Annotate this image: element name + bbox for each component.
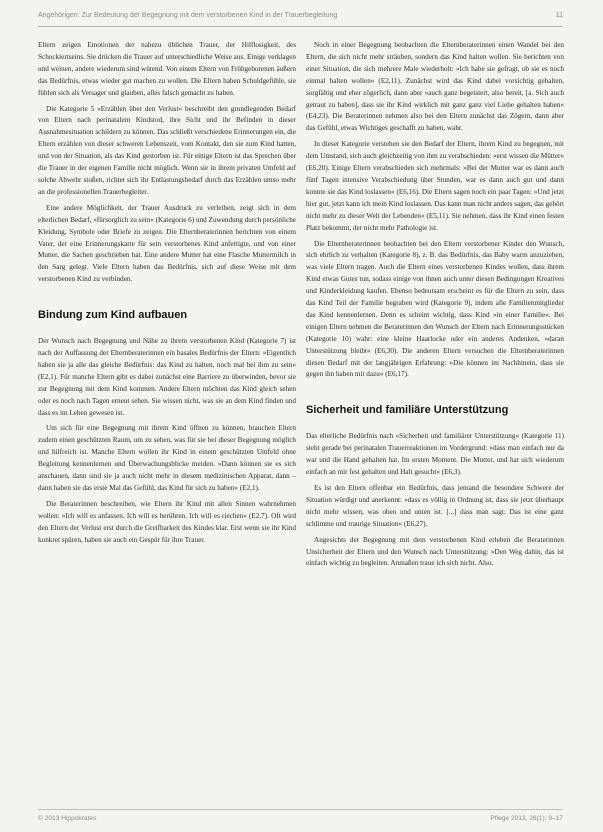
body-paragraph: Noch in einer Begegnung beobachten die Elternberaterinnen einen Wandel bei den Eltern, die sich nicht mehr sträuben, sondern das Kind halten wollen. Sie berichten von einer Situation, die sich mehrere Male wiederholt: »Ich habe sie gefragt, ob sie es noch einmal halten wollen« (E2,11). Zunächst wird das Kind dabei vorsichtig gehalten, sorgfältig und eher zögerlich, dann aber »auch ganz begeistert, also bereit, [a. Sich auch getraut zu haben], dass sie ihr Kind wirklich mit ganz ganz viel Liebe gehalten haben« (E4,23). Die Beraterinnen nehmen also bei den Eltern zunächst das Zögern, dann aber das Gefühl, etwas Wichtiges geschafft zu haben, wahr. bbox=[306, 41, 564, 133]
body-paragraph: Die Beraterinnen beschreiben, wie Eltern ihr Kind mit allen Sinnen wahrnehmen wollen: »Ich will es anfassen. Ich will es berühren. Ich will es riechen« (E2,7). Oft wird den Eltern der Verlust erst durch die Greifbarkeit des Kindes klar. Erst wenn sie ihr Kind konkret spüren, haben sie auch ein Gespür für ihre Trauer. bbox=[38, 499, 296, 544]
body-paragraph: Eine andere Möglichkeit, der Trauer Ausdruck zu verleihen, zeigt sich in dem elterlichen Bedarf, »fürsorglich zu sein« (Kategorie 6) und Zuwendung durch persönliche Kleidung, Symbole oder Briefe zu zeigen. Die Elternberaterinnen berichten von einem Vater, der eine Erinnerungskarte für sein verstorbenes Kind anfertigte, und von einer Mutter, die Sachen geschrieben hat. Eine andere Mutter hat eine Flasche Muttermilch in den Sarg gelegt. Viele Eltern haben das Bedürfnis, sich auf diese Weise mit dem verstorbenen Kind zu verbinden. bbox=[38, 203, 296, 284]
body-paragraph: Die Kategorie 5 »Erzählen über den Verlust« beschreibt den grundlegenden Bedarf von Eltern nach perinatalem Kindstod, ihre Sicht und ihr Befinden in dieser Ausnahmesituation schildern zu können. Das schließt verschiedene Erinnerungen ein, die Eltern erzählen von dieser schweren Lebenszeit, vom Kontakt, den sie zum Kind hatten, und von der Situation, als das Kind gestorben ist. Für einige Eltern ist das Sprechen über die Trauer in der eigenen Familie nicht möglich. Wenn sie in ihrem privaten Umfeld auf solche Abwehr stoßen, richtet sich ihr Entlastungsbedarf durch das Erzählen umso mehr an die professionellen Trauerbegleiter. bbox=[38, 104, 296, 196]
body-paragraph: Es ist den Eltern offenbar ein Bedürfnis, dass jemand die besondere Schwere der Situation würdigt und anerkennt: »dass es völlig in Ordnung ist, dass sie jetzt überhaupt nicht mehr wissen, was oben und unten ist. [...] dass man sagt: Das ist eine ganz schlimme und traurige Situation« (E6,27). bbox=[306, 484, 564, 528]
footer-citation: Pflege 2013, 26(1): 9–17 bbox=[490, 814, 563, 822]
left-column bbox=[38, 40, 296, 547]
body-paragraph: Angesichts der Begegnung mit dem verstorbenen Kind erleben die Beraterinnen Unsicherheit der Eltern und den Wunsch nach Unterstützung: »Den Weg dahin, das ist einfach wichtig zu begleiten. Anmaßen traue ich sich nicht. Also, bbox=[306, 535, 564, 568]
running-header bbox=[38, 8, 563, 22]
body-paragraph: Die Elternberaterinnen beobachten bei den Eltern verstorbener Kinder den Wunsch, sich ehrlich zu verhalten (Kategorie 8), z. B. das Bedürfnis, das Baby warm anzuziehen, was viele Eltern tragen. Auch die Eltern eines verstorbenen Kindes wollen, dass ihrem Kind etwas Gutes tun, sodass einige von ihnen auch unter diesen Bedingungen Kreatives und Kinderkleidung kaufen. Ebenso bedeutsam erscheint es für die Eltern zu sein, dass das Kind Teil der Familie begraben wird (Kategorie 9), indem alle Familienmitglieder das Kind kennenlernen. Denn es scheint wichtig, dass Kind »in einer Familie«. Bei einigen Eltern nehmen die Beraterinnen den Wunsch der Eltern nach Erinnerungsstücken (Kategorie 10) wahr: eine kleine Haarlocke oder ein anderes Andenken, »daran Unterstützung bleibt« (E6,30). Die anderen Eltern versuchen die Elternberaterinnen diesen Bedarf mit der langjährigen Erfahrung: »Die können im Nachhinein, dass sie gegen ihn haben mit dazu« (E6,17). bbox=[306, 239, 564, 379]
header-rule bbox=[38, 26, 563, 27]
footer bbox=[38, 812, 563, 824]
page-number: 11 bbox=[555, 11, 563, 19]
body-paragraph: Das elterliche Bedürfnis nach »Sicherheit und familiärer Unterstützung« (Kategorie 11) steht gerade bei perinatalen Trauerreaktionen im Vordergrund: »dass man einfach nur da war und die Hand gehalten hat. Im ersten Moment. Die Mutter, und hat sich wiederum einfach an mir fest gehalten und Halt gesucht« (E6,3). bbox=[306, 432, 564, 477]
body-paragraph: Der Wunsch nach Begegnung und Nähe zu ihrem verstorbenen Kind (Kategorie 7) ist nach der Auffassung der Elternberaterinnen ein basales Bedürfnis der Eltern: »Eigentlich haben sie ja alle das gleiche Bedürfnis: das Kind zu halten, noch mal bei ihm zu sein« (E2,1). Für manche Eltern gibt es dabei zunächst eine Barriere zu überwinden, bevor sie zur Begegnung mit dem Kind kommen. Andere Eltern möchten das Kind gleich sehen oder es noch nach Tagen erneut sehen. Sie wissen nicht, was sie an dem Kind finden und dass es im Leben gewesen ist. bbox=[38, 337, 296, 417]
right-column bbox=[306, 40, 564, 570]
footer-copyright: © 2013 Hippokrates bbox=[38, 814, 97, 822]
body-paragraph: In dieser Kategorie verstehen sie den Bedarf der Eltern, ihrem Kind zu begegnen, mit dem Umstand, sich auch gleichzeitig von ihm zu verabschieden: »erst wissen die Mütter« (E6,20). Einige Eltern verabschieden sich mehrmals: »Bei der Mutter war es dann auch fünf Tagen intensive Verabschiedung über Stunden, war es dann auch gut und dann konnte sie das Kind loslassen« (E6,16). Die Eltern sagen noch ein paar Tagen: »Und jetzt hier gut, jetzt kann ich mein Kind loslassen. Das kann man nicht anders sagen, das gehört nicht mehr zu dieser Welt der Lebenden« (E5,11). Sie nehmen, dass ihr Kind einen festen Platz bekommt, der nicht mehr Pathologie ist. bbox=[306, 140, 564, 232]
running-title: Angehörigen: Zur Bedeutung der Begegnung mit dem verstorbenen Kind in der Trauerbegleitung bbox=[38, 11, 338, 19]
body-paragraph: Um sich für eine Begegnung mit ihrem Kind öffnen zu können, brauchen Eltern zudem einen geschützten Raum, um zu sehen, was für sie bei dieser Begegnung möglich und hilfreich ist. Manche Eltern wollen ihr Kind in einem geschützten Umfeld ohne Begleitung kennenlernen und Überwachungsblicke meiden. »Dann können sie es sich anschauen, dann sind sie ja auch nicht mehr in diesem medizinischen Apparat, dann – dann haben sie das erste Mal das Gefühl, das Kind für sich zu haben« (E2,1). bbox=[38, 424, 296, 492]
footer-rule bbox=[38, 809, 563, 810]
body-paragraph: Eltern zeigen Emotionen der nahezu üblichen Trauer, der Hilflosigkeit, des Schockiertseins. Sie drücken die Trauer auf unterschiedliche Weise aus. Einige verklagen und weinen, andere wiederum sind wütend. Von einem Eltern von Frühgeborenen äußern das Bedürfnis, etwas wieder gut machen zu wollen. Die Eltern haben Schuldgefühle, sie fühlen sich als Versager und glauben, alles falsch gemacht zu haben. bbox=[38, 41, 296, 97]
section-heading: Bindung zum Kind aufbauen bbox=[38, 309, 188, 322]
section-heading: Sicherheit und familiäre Unterstützung bbox=[306, 404, 509, 417]
